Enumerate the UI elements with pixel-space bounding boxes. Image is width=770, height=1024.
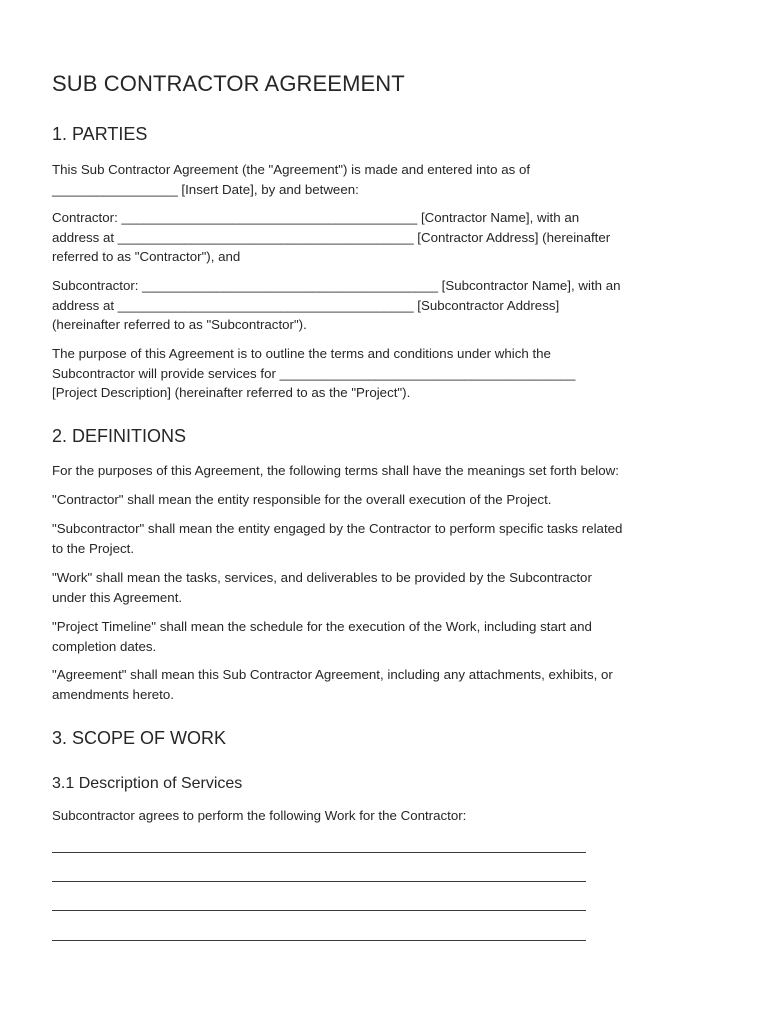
contractor-paragraph <box>52 208 742 267</box>
blank-fill-line <box>52 852 586 853</box>
text-line: The purpose of this Agreement is to outline the terms and conditions under which the <box>52 346 551 361</box>
text-line: "Subcontractor" shall mean the entity engaged by the Contractor to perform specific tasks related <box>52 521 623 536</box>
blank-fill-line <box>52 910 586 911</box>
text-line: "Agreement" shall mean this Sub Contractor Agreement, including any attachments, exhibits, or <box>52 667 613 682</box>
section-heading-parties: 1. PARTIES <box>52 124 148 144</box>
blank-fill-line <box>52 881 586 882</box>
text-line: _________________ [Insert Date], by and between: <box>52 181 359 197</box>
text-line: address at ________________________________________ [Contractor Address] (hereinafter <box>52 229 611 245</box>
scope-intro-paragraph <box>52 806 742 826</box>
text-line: Subcontractor will provide services for ________________________________________ <box>52 365 576 381</box>
text-line: Subcontractor: ________________________________________ [Subcontractor Name], with an <box>52 278 621 293</box>
definitions-intro-paragraph <box>52 461 742 481</box>
subcontractor-paragraph <box>52 276 742 335</box>
purpose-paragraph <box>52 344 742 403</box>
text-line: For the purposes of this Agreement, the following terms shall have the meanings set forth below: <box>52 463 619 478</box>
text-line: "Work" shall mean the tasks, services, and deliverables to be provided by the Subcontractor <box>52 570 592 585</box>
text-line: address at ________________________________________ [Subcontractor Address] <box>52 297 560 313</box>
text-line: under this Agreement. <box>52 589 183 605</box>
text-line: amendments hereto. <box>52 686 174 702</box>
definition-agreement <box>52 665 742 704</box>
blank-fill-line <box>52 940 586 941</box>
section-heading-definitions: 2. DEFINITIONS <box>52 426 187 446</box>
parties-intro-paragraph <box>52 160 742 199</box>
text-line: referred to as "Contractor"), and <box>52 249 241 264</box>
definition-project-timeline <box>52 617 742 656</box>
text-line: completion dates. <box>52 638 157 654</box>
text-line: [Project Description] (hereinafter referred to as the "Project"). <box>52 385 411 400</box>
text-line: Subcontractor agrees to perform the following Work for the Contractor: <box>52 808 467 823</box>
definition-work <box>52 568 742 607</box>
definition-contractor <box>52 490 742 510</box>
text-line: to the Project. <box>52 540 135 556</box>
definition-subcontractor <box>52 519 742 558</box>
text-line: This Sub Contractor Agreement (the "Agreement") is made and entered into as of <box>52 162 531 177</box>
document-title: SUB CONTRACTOR AGREEMENT <box>52 71 405 96</box>
section-heading-scope: 3. SCOPE OF WORK <box>52 728 227 748</box>
text-line: (hereinafter referred to as "Subcontractor"). <box>52 317 307 332</box>
text-line: Contractor: ________________________________________ [Contractor Name], with an <box>52 210 580 225</box>
text-line: "Contractor" shall mean the entity responsible for the overall execution of the Project. <box>52 492 552 507</box>
subsection-heading-description: 3.1 Description of Services <box>52 775 243 792</box>
text-line: "Project Timeline" shall mean the schedule for the execution of the Work, including start and <box>52 619 592 634</box>
